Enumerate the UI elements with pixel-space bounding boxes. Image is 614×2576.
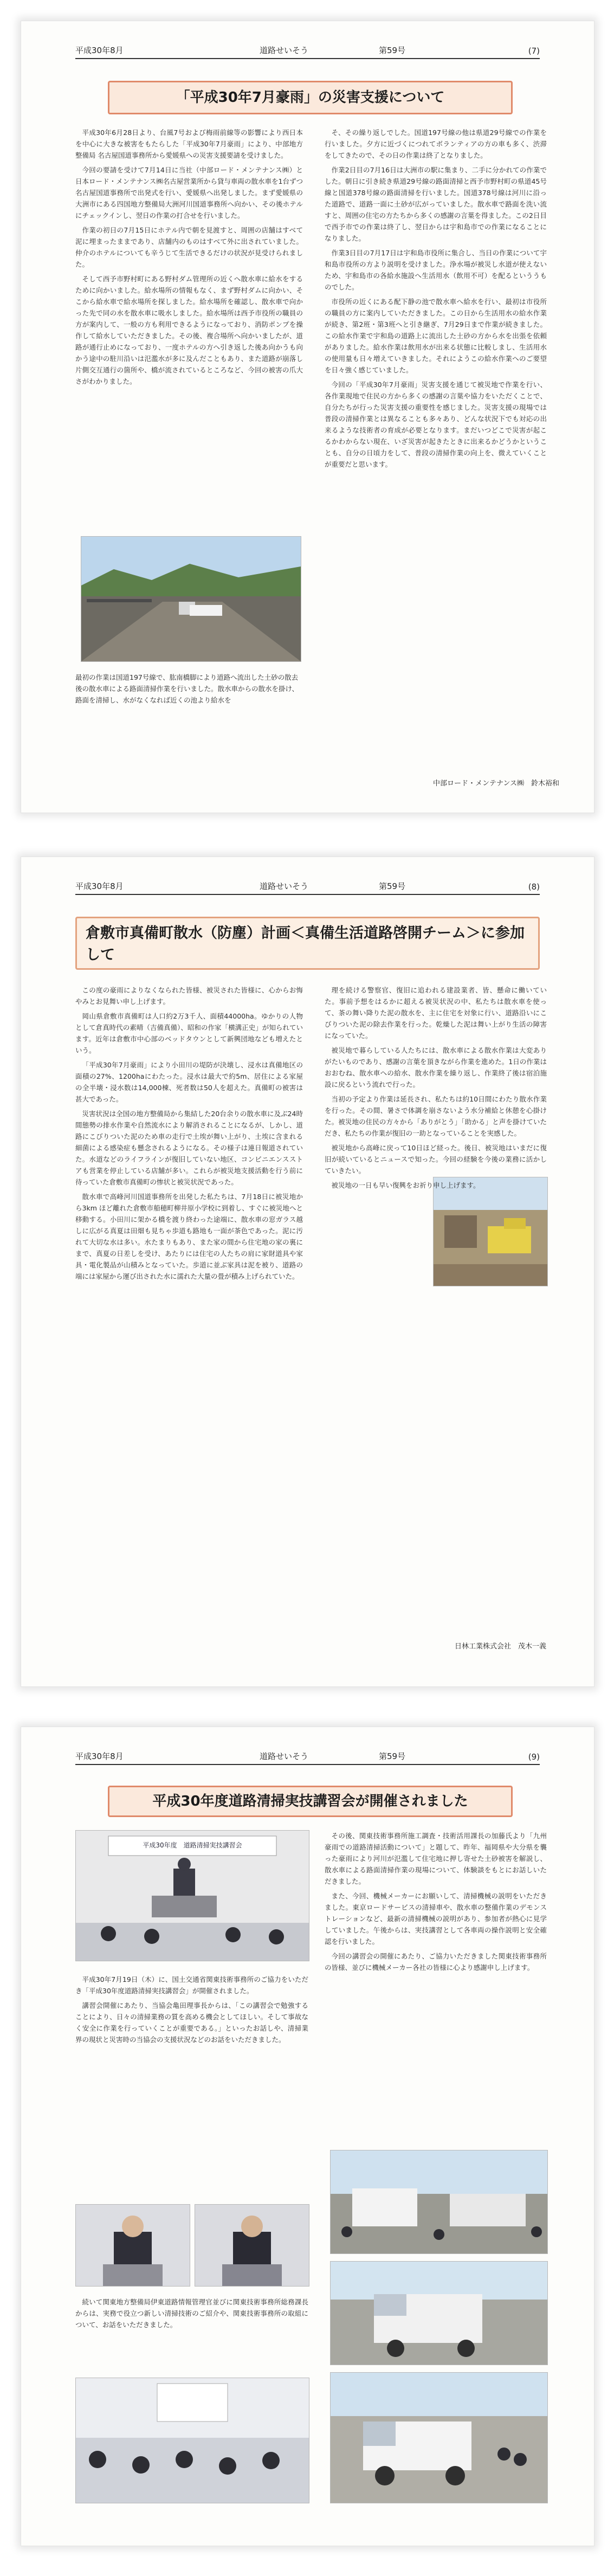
paragraph: 作業の初日の7月15日にホテル内で朝を見渡すと、周囲の店舗はすべて泥に埋まったままであり、店舗内のものはすべて外に出されていました。仲介のホテルについても辛うじて生活できるだけの状況が見受けられました。 xyxy=(75,226,303,268)
page-header xyxy=(75,42,540,59)
author-signature: 日林工業株式会社 茂木一義 xyxy=(455,1643,547,1651)
page-header xyxy=(75,878,540,895)
paragraph: 散水車で高峰河川国道事務所を出発した私たちは、7月18日に被災地から3km ほど離れた倉敷市船穂町柳井原小学校に到着し、すぐに被災地へと移動する。小田川に架かる橋を渡り終わった途端に、散水車の窓ガラス越しに広がる真夏は田畑も見ちゃ歩道も路地も一面が茶色であった。泥に汚れて大切な水は多い。水たまりもあり、また家の間から住宅地の家の裏にまで、真夏の日差しを受け、あたりには住宅の人たちの肩に家財道具や家具・電化製品が山積みとなっていた。歩道に並ぶ家具は泥を被り、道路の端には家屋から運び出された水に濡れた大量の畳が積み上げられていた。 xyxy=(75,1193,303,1280)
photo-machinery-demo xyxy=(330,2150,548,2254)
paragraph: 続いて関東地方整備局伊東道路情報管理官並びに関東技術事務所総務課長からは、実務で役立つ新しい清掃技術のご紹介や、関東技術事務所の取組について、お話をいただきました。 xyxy=(75,2298,308,2329)
paragraph: 今回の講習会の開催にあたり、ご協力いただきました関東技術事務所の皆様、並びに機械メーカー各社の皆様に心より感謝申し上げます。 xyxy=(325,1952,547,1972)
photo-lecture-audience xyxy=(75,2378,309,2503)
right-column xyxy=(325,127,547,473)
paragraph: そ、その繰り返しでした。国道197号線の他は県道29号線での作業を行いました。夕方に近づくにつれてボランティアの方の車も多く、渋滞をしてきたので、その日の作業は終了となりました。 xyxy=(325,128,547,159)
paragraph: 平成30年7月19日（木）に、国土交通省関東技術事務所のご協力をいただき「平成30年度道路清掃実技講習会」が開催されました。 xyxy=(75,1975,308,1995)
article-title: 平成30年度道路清掃実技講習会が開催されました xyxy=(108,1786,513,1817)
header-date: 平成30年8月 xyxy=(75,881,124,891)
paragraph: 被災地から高峰に戻って10日ほど経った。後日、被災地はいまだに復旧が続いているとニュースで知った。今回の経験を今後の業務に活かしていきたい。 xyxy=(325,1144,547,1175)
paragraph: 岡山県倉敷市真備町は人口約2万3千人、面積44000ha。ゆかりの人物として倉真時代の素晴（吉備真備）、昭和の作家「横溝正史」が知られています。近年は倉敷市中心部のベッドタウンとして新興団地なども増えたという。 xyxy=(75,1012,303,1054)
header-publication: 道路せいそう xyxy=(260,881,309,891)
paragraph: 講習会開催にあたり、当協会亀田理事長からは、「この講習会で勉強することにより、日々の清掃業務の質を高める機会としてほしい。そして事故なく安全に作業を行っていくことが重要である。」といったお話しや、清掃業界の現状と災害時の当協会の支援状況などのお話をいただきました。 xyxy=(75,2001,308,2044)
article-title: 「平成30年7月豪雨」の災害支援について xyxy=(108,81,513,114)
newsletter-page-9 xyxy=(21,1727,594,2546)
header-publication: 道路せいそう xyxy=(260,1751,309,1761)
photo-caption: 最初の作業は国道197号線で、肱南橋脚により道路へ流出した土砂の散去後の散水車による路面清掃作業を行いました。散水車からの散水を掛け、路面を清掃し、水がなくなれば近くの池より給水を xyxy=(75,673,299,704)
newsletter-page-8 xyxy=(21,856,594,1687)
header-page-number: (9) xyxy=(528,1752,540,1762)
paragraph: 平成30年6月28日より、台風7号および梅雨前線等の影響により西日本を中心に大きな被害をもたらした「平成30年7月豪雨」により、中部地方整備局 名古屋国道事務所から愛媛県への災害支援要請を受けました。 xyxy=(75,128,303,159)
photo-speaker-2 xyxy=(195,2204,309,2287)
header-issue: 第59号 xyxy=(379,1751,406,1761)
paragraph: 被災地の一日も早い復興をお祈り申し上げます。 xyxy=(331,1181,480,1189)
right-column xyxy=(325,1830,547,1976)
left-column xyxy=(75,1974,308,2049)
left-column-continued xyxy=(75,2296,308,2334)
photo-speaker-1 xyxy=(75,2204,190,2287)
paragraph: 作業3日目の7月17日は宇和島市役所に集合し、当日の作業について宇和島市役所の方より説明を受けました。浄水場が被災し水道が使えないため、宇和島市の各給水施設へ生活用水（飲用不可）を配るといううものでした。 xyxy=(325,249,547,291)
author-signature: 中部ロード・メンテナンス㈱ 鈴木裕和 xyxy=(433,780,559,788)
header-page-number: (8) xyxy=(528,882,540,892)
paragraph: この度の豪雨によりなくなられた皆様、被災された皆様に、心からお悔やみとお見舞い申し上げます。 xyxy=(75,986,303,1006)
header-date: 平成30年8月 xyxy=(75,46,124,55)
header-issue: 第59号 xyxy=(379,881,406,891)
paragraph: また、今回、機械メーカーにお願いして、清掃機械の説明をいただきました。東京ロードサービスの清掃車や、散水車の整備作業のデモンストレーションなど、最新の清掃機械の説明があり、参加者が熱心に見学していました。午後からは、実技講習として各車両の操作説明と安全確認を行いました。 xyxy=(325,1892,547,1946)
seminar-banner-text: 平成30年度 道路清掃実技講習会 xyxy=(143,1841,242,1849)
paragraph: 「平成30年7月豪雨」により小田川の堤防が決壊し、浸水は真備地区の面積の27%、1200haにわたった。浸水は最大で約5m、居住による家屋の全半壊・浸水数は14,000棟、死者数は50人を超えた。真備町の被害は甚大であった。 xyxy=(75,1061,303,1103)
header-publication: 道路せいそう xyxy=(260,46,309,55)
header-issue: 第59号 xyxy=(379,46,406,55)
paragraph: 市役所の近くにある配下静の池で散水車へ給水を行い、最初は市役所の職員の方に案内していただきました。この日から生活用水の給水作業が続き、第2班・第3班へと引き継ぎ、7月29日まで作業が続きました。この給水作業で宇和島の道路上に流出した土砂の方から水を出張を依頼がありました。給水作業は飲用水が出来る状態に比較しまし、生活用水の使用量も日々増えていきました。それにようこの給水作業へのご要望を日々強く感じていました。 xyxy=(325,298,547,374)
page-header xyxy=(75,1748,540,1765)
paragraph: そして西予市野村町にある野村ダム管理所の近くへ散水車に給水をするために向かいました。給水場所の情報もなく、まず野村ダムに向かい、そこから給水車で給水場所を探しました。給水場所を確認し、散水車で向かった先で同の水を散水車に吸水しました。給水場所は西予市役所の職員の方が案内して、一般の方も利用できるようになっており、消防ポンプを操作して給水していただきました。その後、複合場所へ向かいましたが、道路が通行止めになっており、一度ホテルの方へ引き返した後あ向かうも向かう途中の駐川沿いは氾濫水が多に及んだこともあり、また道路が崩落し片側交互通行の箇所や、橋が流されているところなど、今回の被害の爪大さがわかりました。 xyxy=(75,275,303,385)
left-column xyxy=(75,984,303,1285)
photo-sprinkler-demo xyxy=(330,2372,548,2503)
photo-sweeper-truck xyxy=(330,2261,548,2365)
photo-seminar-hall xyxy=(75,1830,309,1961)
left-column xyxy=(75,127,303,390)
photo-sprinkler-truck-road xyxy=(81,536,301,662)
header-date: 平成30年8月 xyxy=(75,1751,124,1761)
paragraph: 被災地で暮らしている人たちには、散水車による散水作業は大変ありがたいものであり、感謝の言葉を頂きながら作業を進めた。1日の作業はおおむね、散水車への給水、散水作業を繰り返し、作業終了後は宿泊施設に戻るという流れで行った。 xyxy=(325,1046,547,1089)
paragraph: その後、関東技術事務所施工調査・技術活用課長の加藤氏より「九州豪雨での道路清掃活動について」と題して、昨年、福岡県や大分県を襲った豪雨により河川が氾濫して住宅地に押し寄せた土砂被害を解説し、散水車による路面清掃作業の現場について、体験談をもとにお話しいただきました。 xyxy=(325,1832,547,1885)
right-column xyxy=(325,984,547,1194)
paragraph: 当初の予定より作業は延長され、私たちは約10日間にわたり散水作業を行った。その間、暑さで体調を崩さないよう水分補給と休憩を心掛けた。被災地の住民の方々から「ありがとう」「助かる」と声を掛けていただき、私たちの作業が復旧の一助となっていることを実感した。 xyxy=(325,1095,547,1137)
header-page-number: (7) xyxy=(528,46,540,56)
newsletter-page-7 xyxy=(21,21,594,813)
paragraph: 災害状況は全国の地方整備局から集結した20台余りの散水車に及ぶ24時間態勢の排水作業や自然流水により解消されることになるが、しかし、道路にこびりついた泥のため車の走行で土埃が舞い上がり、土埃に含まれる細菌による感染症も懸念されるようになる。その様子は連日報道されていた。水道などのライフラインが復旧していない地区、コンビニエンスストアも営業を停止している店舗が多い。これらが被災地支援活動を行う前に待っていた倉敷市真備町の惨状と被災状況であった。 xyxy=(75,1110,303,1186)
paragraph: 作業2日目の7月16日は大洲市の駅に集まり、二手に分かれての作業でした。朝日に引き続き県道29号線の路面清掃と西予市野村町の県道45号線と国道378号線の路面清掃を行いました。国道378号線は河川に沿った道路で、道路一面に土砂が広がっていました。散水車で路面を洗い流すと、周囲の住宅の方たちから多くの感謝の言葉を得ました。この2日目で西予市での作業は終了し、翌日からは宇和島市での作業になることになりました。 xyxy=(325,166,547,242)
paragraph: 理を続ける警察官、復旧に追われる建設業者、皆、懸命に働いていた。事前予想をはるかに超える被災状況の中、私たちは散水車を使って、茶の舞い降りた泥の散水を、主に住宅を対象に行い、道路沿いにこびりついた泥の除去作業を行った。乾燥した泥は舞い上がり生活の障害になっていた。 xyxy=(325,986,547,1040)
paragraph: 今回の「平成30年7月豪雨」災害支援を通じて被災地で作業を行い、各作業現地で住民の方から多くの感謝の言葉や協力をいただくことで、自分たちが行った災害支援の重要性を感じました。災害支援の現場では普段の清掃作業とは異なることも多々あり、どんな状況下でも対応の出来るような技術者の育成が必要となります。まだいつどこで災害が起こるかわからない現在、いざ災害が起きたときに出来るかどうかということも、自分の日頃力をして、普段の清掃作業の向上を、微えていくことが重要だと思います。 xyxy=(325,381,547,468)
paragraph: 今回の要請を受けて7月14日に当社（中部ロード・メンテナンス㈱）と日本ロード・メンテナンス㈱名古屋営業所から貸与車両の散水車を1台ずつ名古屋国道事務所で出発式を行い、愛媛県へ出発しました。まず愛媛県の大洲市にある四国地方整備局大洲河川国道事務所へ向かい、その後ホテルにチェックインし、翌日の作業の打合せを行いました。 xyxy=(75,166,303,220)
article-title: 倉敷市真備町散水（防塵）計画＜真備生活道路啓開チーム＞に参加して xyxy=(75,917,540,970)
